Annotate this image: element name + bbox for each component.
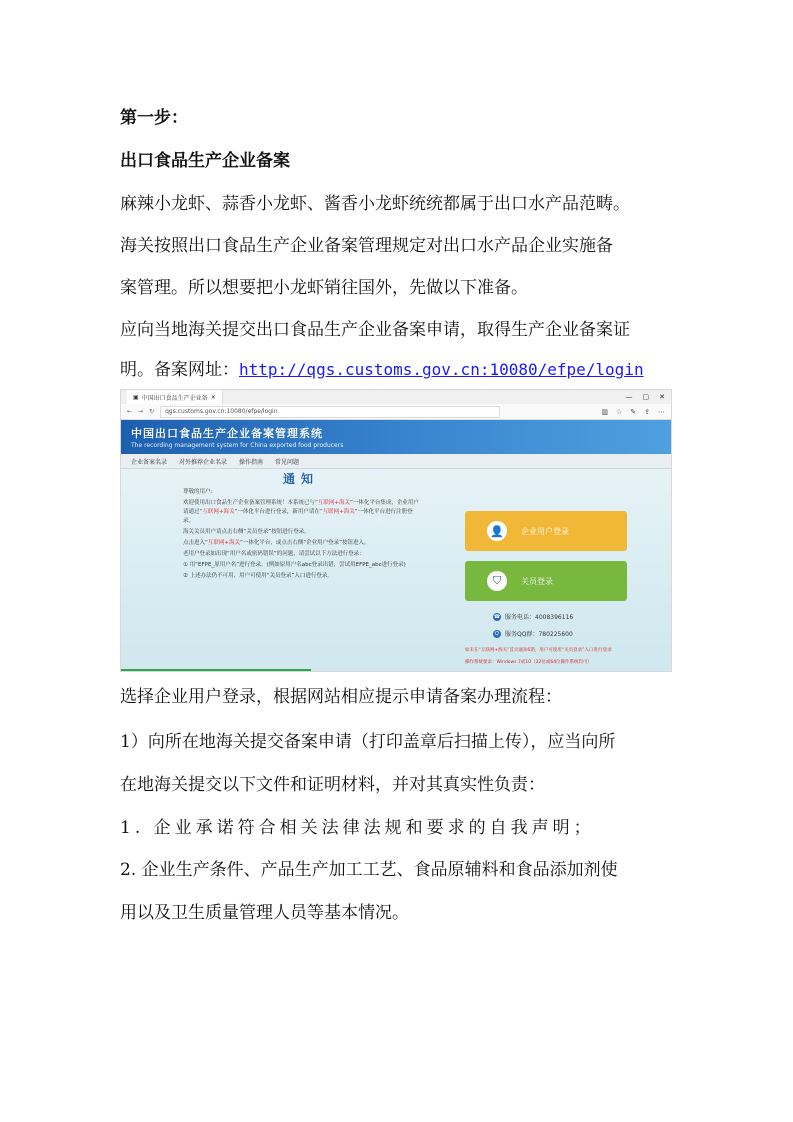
list-item-continued: 用以及卫生质量管理人员等基本情况。	[120, 903, 409, 923]
officer-login-label: 关员登录	[521, 576, 553, 586]
page-icon: ▣	[133, 393, 139, 401]
step-heading: 第一步：	[120, 108, 188, 128]
notes-icon[interactable]: ✎	[630, 407, 637, 416]
enterprise-login-button[interactable]	[465, 511, 627, 551]
service-phone: ☎ 服务电话：4008396116	[493, 613, 574, 621]
user-icon: 👤	[487, 521, 507, 541]
close-window-button[interactable]: ✕	[659, 393, 665, 401]
browser-tab[interactable]	[127, 390, 223, 404]
notice-paragraph: ② 上述办法仍不可用，用户可使用“关员登录”入口进行登录。	[183, 573, 333, 579]
address-bar	[121, 404, 671, 420]
list-item: 1. 企业承诺符合相关法律法规和要求的自我声明；	[120, 818, 595, 838]
registration-url-link[interactable]: http://qgs.customs.gov.cn:10080/efpe/login	[239, 360, 644, 379]
share-icon[interactable]: ⇪	[644, 407, 650, 416]
site-subtitle: The recording management system for China exported food producers	[131, 442, 344, 449]
login-tip: 如未在“互联网+海关”首页通知6期，用户可使用“关员登录”入口进行登录	[465, 648, 612, 653]
url-field[interactable]: qgs.customs.gov.cn:10080/efpe/login	[160, 406, 500, 418]
url-label: 明。备案网址：	[120, 360, 239, 380]
nav-item[interactable]: 企业备案名录	[131, 458, 168, 466]
favorite-star-icon[interactable]: ☆	[615, 407, 623, 416]
notice-paragraph: 点击进入“互联网+海关”一体化平台，或点击右侧“企业用户登录”按钮进入。	[183, 540, 370, 546]
list-item: 2. 企业生产条件、产品生产加工工艺、食品原辅料和食品添加剂使	[120, 860, 618, 880]
notice-paragraph: 海关关员用户请点击右侧“关员登录”按钮进行登录。	[183, 529, 310, 535]
phone-icon: ☎	[493, 613, 501, 620]
window-controls	[626, 393, 672, 401]
embedded-screenshot	[120, 389, 672, 672]
forward-icon[interactable]: →	[138, 408, 144, 415]
progress-strip	[121, 669, 311, 672]
site-title: 中国出口食品生产企业备案管理系统	[131, 427, 323, 440]
officer-login-button[interactable]	[465, 561, 627, 601]
login-main	[121, 469, 671, 672]
browser-tabbar	[121, 390, 671, 404]
close-tab-icon[interactable]: ✕	[210, 393, 216, 401]
tab-title: 中国出口食品生产企业备	[141, 394, 208, 402]
service-qq: Q 服务QQ群：780225600	[493, 629, 573, 638]
officer-badge-icon: ⛉	[487, 571, 507, 591]
site-nav	[121, 454, 671, 469]
paragraph-line: 在地海关提交以下文件和证明材料，并对其真实性负责：	[120, 775, 545, 795]
browser-tools	[601, 408, 665, 416]
notice-title: 通知	[282, 472, 319, 486]
nav-item[interactable]: 对外推荐企业名录	[179, 458, 228, 466]
minimize-button[interactable]: —	[625, 393, 633, 401]
paragraph-line: 选择企业用户登录，根据网站相应提示申请备案办理流程：	[120, 687, 562, 707]
enterprise-login-label: 企业用户登录	[521, 526, 569, 536]
paragraph-line-with-link	[120, 360, 644, 380]
os-requirement: 操作系统要求：Windows 7或10（32位或64位操作系统均可）	[465, 660, 593, 665]
notice-paragraph: ① 用“EFPE_原用户名”进行登录。(例如原用户名abc登录出错，尝试用EFPE_abc进行登录)	[183, 562, 406, 568]
notice-paragraph: 老用户登录如出现“用户名或密码错误”的问题，请尝试以下方法进行登录：	[183, 551, 365, 557]
notice-panel	[183, 472, 419, 583]
reading-view-icon[interactable]: ▥	[601, 407, 608, 416]
paragraph-line: 麻辣小龙虾、蒜香小龙虾、酱香小龙虾统统都属于出口水产品范畴。	[120, 194, 630, 214]
site-banner	[121, 420, 671, 454]
paragraph-line: 1）向所在地海关提交备案申请（打印盖章后扫描上传），应当向所	[120, 732, 616, 752]
notice-greeting: 尊敬的用户：	[183, 489, 217, 495]
paragraph-line: 应向当地海关提交出口食品生产企业备案申请，取得生产企业备案证	[120, 320, 630, 340]
paragraph-line: 海关按照出口食品生产企业备案管理规定对出口水产品企业实施备	[120, 236, 613, 256]
refresh-icon[interactable]: ↻	[149, 408, 155, 415]
nav-item[interactable]: 常见问题	[275, 458, 300, 466]
more-icon[interactable]: ⋯	[658, 407, 665, 416]
nav-item[interactable]: 操作指南	[239, 458, 264, 466]
paragraph-line: 案管理。所以想要把小龙虾销往国外，先做以下准备。	[120, 278, 528, 298]
section-title: 出口食品生产企业备案	[120, 151, 290, 171]
notice-paragraph: 欢迎使用出口食品生产企业备案管理系统！本系统已与“互联网+海关”一体化平台集成，企业用户请通过“互联网+海关”一体化平台进行登录，新用户请在“互联网+海关”一体化平台进行注册登录。	[183, 500, 419, 524]
back-icon[interactable]: ←	[127, 408, 133, 415]
maximize-button[interactable]: ▢	[642, 393, 650, 401]
qq-icon: Q	[493, 630, 501, 638]
